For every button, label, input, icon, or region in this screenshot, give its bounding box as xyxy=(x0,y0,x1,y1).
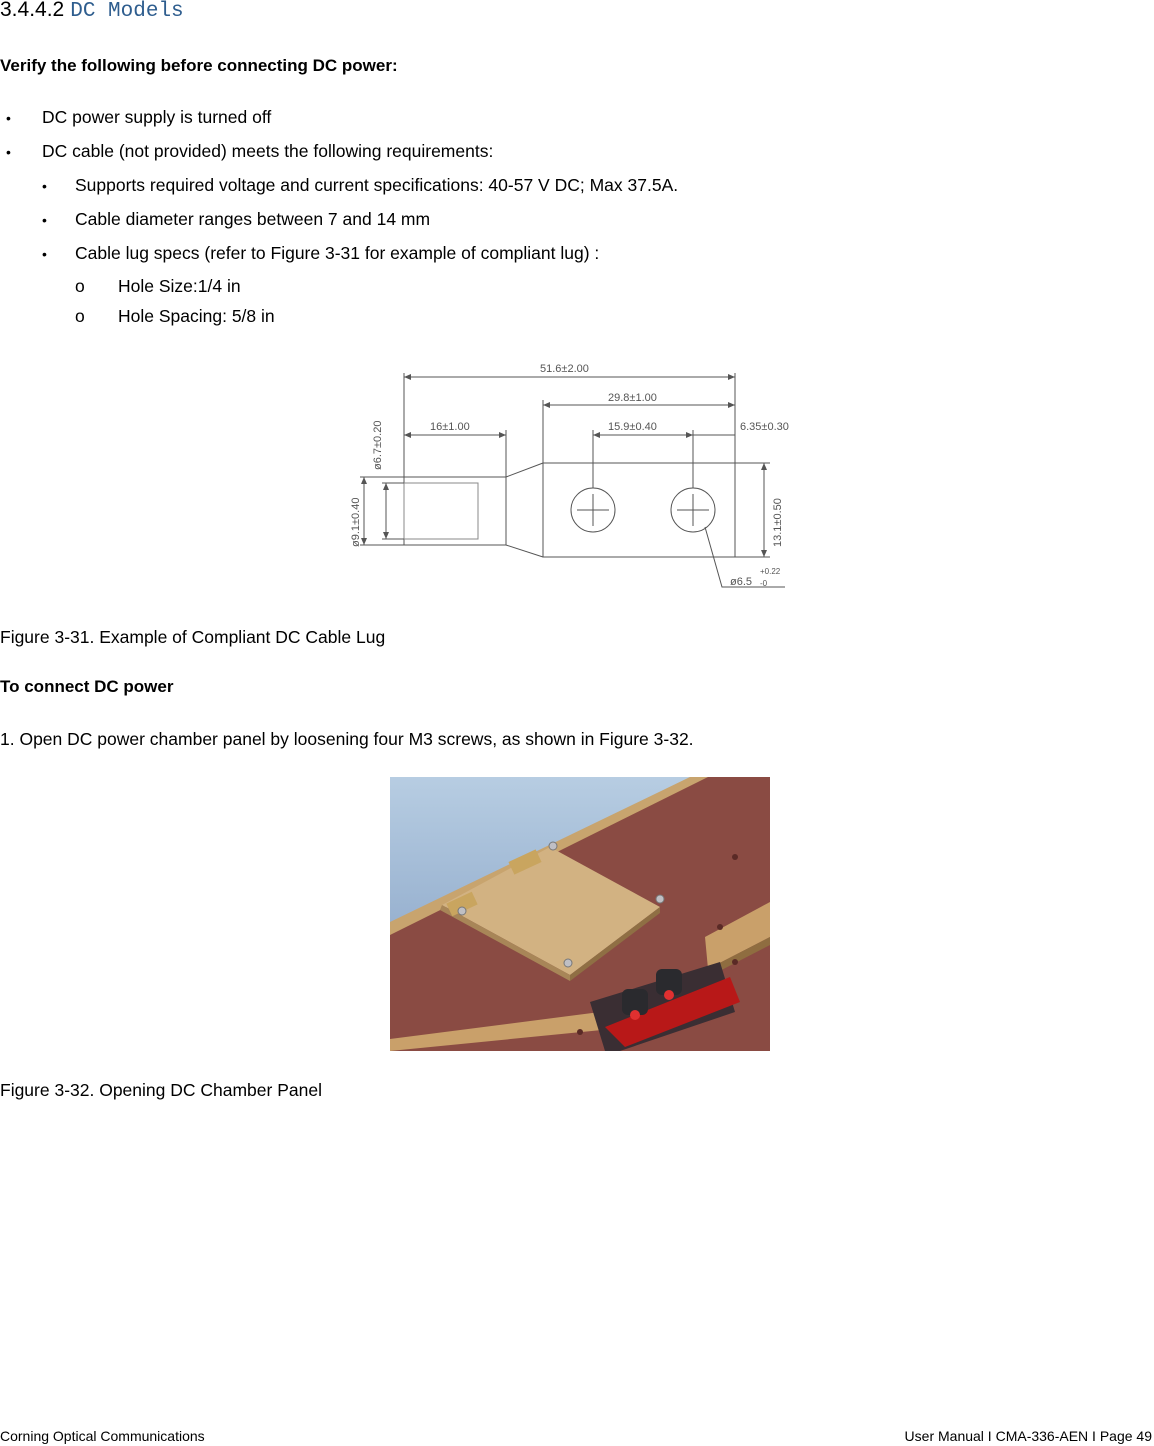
cable-lug-drawing xyxy=(340,355,820,600)
dim-inner-dia: ø6.7±0.20 xyxy=(372,420,384,470)
lug-barrel-bore xyxy=(404,483,478,539)
dim-tongue-width: 13.1±0.50 xyxy=(772,498,784,547)
figure-32-caption: Figure 3-32. Opening DC Chamber Panel xyxy=(0,1080,322,1100)
sub-bullet-diameter: Cable diameter ranges between 7 and 14 mm xyxy=(75,209,431,229)
screw-icon xyxy=(549,842,557,850)
dim-overall: 51.6±2.00 xyxy=(540,363,589,375)
dim-barrel: 16±1.00 xyxy=(430,421,470,433)
procedure-title: To connect DC power xyxy=(0,677,174,696)
dim-end-margin: 6.35±0.30 xyxy=(740,421,789,433)
chamber-panel-render xyxy=(390,777,770,1051)
hole-spacing-item: Hole Spacing: 5/8 in xyxy=(118,306,275,326)
lug-barrel xyxy=(404,477,506,545)
dim-hole-to-end: 29.8±1.00 xyxy=(608,392,657,404)
dim-hole-tol-plus: +0.22 xyxy=(760,567,781,576)
bullet-glyph: • xyxy=(42,212,47,228)
figure-31-caption: Figure 3-31. Example of Compliant DC Cable Lug xyxy=(0,627,386,647)
section-heading xyxy=(0,0,184,23)
bullet-power-off: DC power supply is turned off xyxy=(42,107,272,127)
intro-text: Verify the following before connecting DC power: xyxy=(0,56,398,75)
dim-outer-dia: ø9.1±0.40 xyxy=(350,497,362,547)
dim-hole-dia: ø6.5 xyxy=(730,576,753,588)
section-number: 3.4.4.2 xyxy=(0,0,65,21)
procedure-step-1: 1. Open DC power chamber panel by loosening four M3 screws, as shown in Figure 3-32. xyxy=(0,729,694,749)
bullet-dc-cable: DC cable (not provided) meets the following requirements: xyxy=(42,141,494,161)
dim-hole-tol-minus: -0 xyxy=(760,579,768,588)
sub-sub-glyph: o xyxy=(75,306,85,326)
screw-icon xyxy=(564,959,572,967)
bullet-glyph: • xyxy=(6,144,11,160)
footer-right: User Manual I CMA-336-AEN I Page 49 xyxy=(904,1428,1152,1444)
screw-icon xyxy=(458,907,466,915)
bullet-glyph: • xyxy=(6,110,11,126)
screw-icon xyxy=(656,895,664,903)
lug-taper-bottom xyxy=(506,545,543,557)
sub-sub-glyph: o xyxy=(75,276,85,296)
lug-taper-top xyxy=(506,463,543,477)
bullet-glyph: • xyxy=(42,246,47,262)
hole-size-item: Hole Size:1/4 in xyxy=(118,276,241,296)
sub-bullet-lug-specs: Cable lug specs (refer to Figure 3-31 for example of compliant lug) : xyxy=(75,243,600,263)
section-title: DC Models xyxy=(70,0,184,23)
footer-left: Corning Optical Communications xyxy=(0,1428,205,1444)
bullet-glyph: • xyxy=(42,178,47,194)
dim-hole-pitch: 15.9±0.40 xyxy=(608,421,657,433)
sub-bullet-voltage: Supports required voltage and current specifications: 40-57 V DC; Max 37.5A. xyxy=(75,175,679,195)
